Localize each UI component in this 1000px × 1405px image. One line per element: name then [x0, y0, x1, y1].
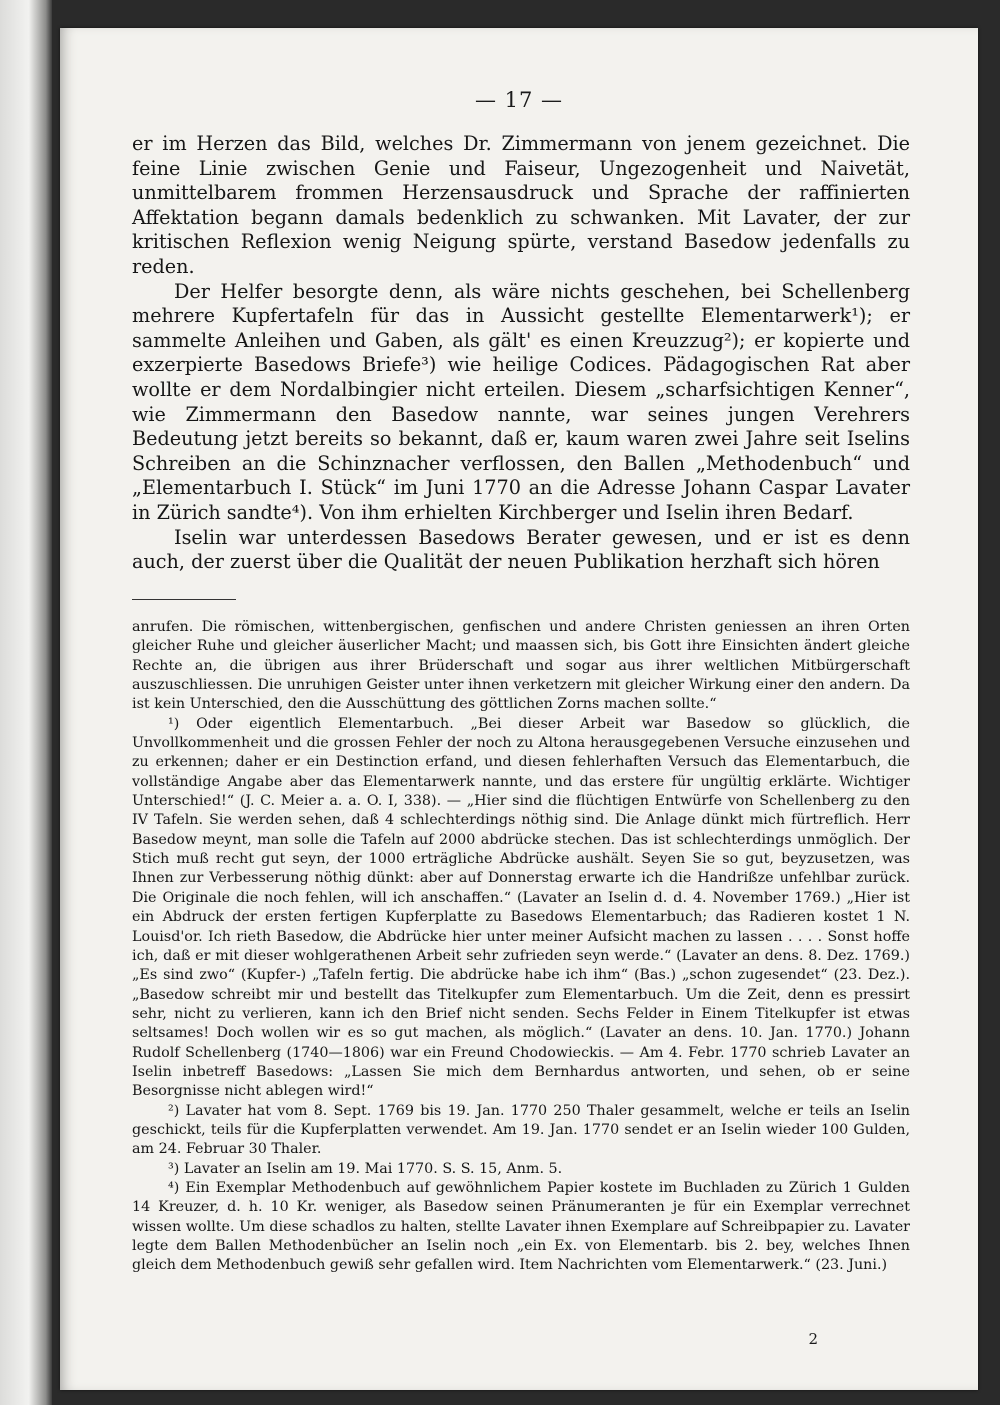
footnotes-block: [132, 618, 910, 1276]
main-text-block: [132, 132, 910, 575]
main-paragraph-1: er im Herzen das Bild, welches Dr. Zimmermann von jenem gezeichnet. Die feine Linie zwischen Genie und Faiseur, Ungezogenheit und Naivetät, unmittelbarem frommen Herzensausdruck und Sprache der raffinierten Affektation begann damals bedenklich zu schwanken. Mit Lavater, der zur kritischen Reflexion wenig Neigung spürte, verstand Basedow jedenfalls zu reden.: [132, 132, 910, 278]
footnote-2: ²) Lavater hat vom 8. Sept. 1769 bis 19. Jan. 1770 250 Thaler gesammelt, welche er teils an Iselin geschickt, teils für die Kupferplatten verwendet. Am 19. Jan. 1770 sendet er an Iselin wieder 100 Gulden, am 24. Februar 30 Thaler.: [132, 1102, 910, 1158]
footnote-4: ⁴) Ein Exemplar Methodenbuch auf gewöhnlichem Papier kostete im Buchladen zu Zürich 1 Gulden 14 Kreuzer, d. h. 10 Kr. weniger, als Basedow seinen Pränumeranten je für ein Exemplar verrechnet wissen wollte. Um diese schadlos zu halten, stellte Lavater ihnen Exemplare auf Schreibpapier zu. Lavater legte dem Ballen Methodenbücher an Iselin noch „ein Ex. von Elementarb. bis 2. bey, welches Ihnen gleich dem Methodenbuch gewiß sehr gefallen wird. Item Nachrichten vom Elementarwerk.“ (23. Juni.): [132, 1179, 910, 1274]
footnote-separator: [132, 599, 236, 600]
book-page: [60, 28, 978, 1390]
main-paragraph-3: Iselin war unterdessen Basedows Berater gewesen, und er ist es denn auch, der zuerst über die Qualität der neuen Publikation herzhaft sich hören: [132, 525, 910, 574]
footnote-1: ¹) Oder eigentlich Elementarbuch. „Bei dieser Arbeit war Basedow so glücklich, die Unvollkommenheit und die grossen Fehler der noch zu Altona herausgegebenen Versuche einzusehen und zu erkennen; daher er ein Destinction erfand, und diesen fehlerhaften Versuch das Elementarbuch, die vollständige Angabe aber das Elementarwerk nannte, und das erstere für ungültig erklärte. Wichtiger Unterschied!“ (J. C. Meier a. a. O. I, 338). — „Hier sind die flüchtigen Entwürfe von Schellenberg zu den IV Tafeln. Sie werden sehen, daß 4 schlechterdings nöthig sind. Die Anlage dünkt mich fürtreflich. Herr Basedow meynt, man solle die Tafeln auf 2000 abdrücke stechen. Das ist schlechterdings unmöglich. Der Stich muß recht gut seyn, der 1000 erträgliche Abdrücke aushält. Seyen Sie so gut, beyzusetzen, was Ihnen zur Verbesserung nöthig dünkt: aber auf Donnerstag erwarte ich die Handrißze unfehlbar zurück. Die Originale die noch fehlen, will ich anschaffen.“ (Lavater an Iselin d. d. 4. November 1769.) „Hier ist ein Abdruck der ersten fertigen Kupferplatte zu Basedows Elementarbuch; das Radieren kostet 1 N. Louisd'or. Ich rieth Basedow, die Abdrücke hier unter meiner Aufsicht machen zu lassen . . . . Sonst hoffe ich, daß er mit dieser wohlgerathenen Arbeit sehr zufrieden seyn werde.“ (Lavater an dens. 8. Dez. 1769.) „Es sind zwo“ (Kupfer-) „Tafeln fertig. Die abdrücke habe ich ihm“ (Bas.) „schon zugesendet“ (23. Dez.). „Basedow schreibt mir und bestellt das Titelkupfer zum Elementarbuch. Um die Zeit, denn es pressirt sehr, nicht zu verlieren, kann ich den Brief nicht senden. Sechs Felder in Einem Titelkupfer ist etwas seltsames! Doch wollen wir es so gut machen, als möglich.“ (Lavater an dens. 10. Jan. 1770.) Johann Rudolf Schellenberg (1740—1806) war ein Freund Chodowieckis. — Am 4. Febr. 1770 schrieb Lavater an Iselin inbetreff Basedows: „Lassen Sie mich dem Bernhardus antworten, und sehen, ob er seine Besorgnisse nicht ablegen wird!“: [132, 715, 910, 1100]
page-number: — 17 —: [474, 88, 564, 112]
footnote-3: ³) Lavater an Iselin am 19. Mai 1770. S. S. 15, Anm. 5.: [168, 1160, 563, 1177]
sheet-signature-mark: 2: [808, 1330, 818, 1348]
book-edge-left: [0, 0, 52, 1405]
footnote-continuation: anrufen. Die römischen, wittenbergischen, genfischen und andere Christen geniessen an ihren Orten gleicher Ruhe und gleicher äuserlicher Macht; und maassen sich, bis Gott ihre Einsichten ändert gleiche Rechte an, die übrigen aus ihrer Brüderschaft und sogar aus ihrer weltlichen Mitbürgerschaft auszuschliessen. Die unruhigen Geister unter ihnen verketzern mit gleicher Wirkung einer den andern. Da ist kein Unterschied, den die Ausschüttung des göttlichen Zorns machen sollte.“: [132, 619, 910, 713]
main-paragraph-2: Der Helfer besorgte denn, als wäre nichts geschehen, bei Schellenberg mehrere Kupfertafeln für das in Aussicht gestellte Elementarwerk¹); er sammelte Anleihen und Gaben, als gält' es einen Kreuzzug²); er kopierte und exzerpierte Basedows Briefe³) wie heilige Codices. Pädagogischen Rat aber wollte er dem Nordalbingier nicht erteilen. Diesem „scharfsichtigen Kenner“, wie Zimmermann den Basedow nannte, war seines jungen Verehrers Bedeutung jetzt bereits so bekannt, daß er, kaum waren zwei Jahre seit Iselins Schreiben an die Schinznacher verflossen, den Ballen „Methodenbuch“ und „Elementarbuch I. Stück“ im Juni 1770 an die Adresse Johann Caspar Lavater in Zürich sandte⁴). Von ihm erhielten Kirchberger und Iselin ihren Bedarf.: [132, 279, 910, 524]
